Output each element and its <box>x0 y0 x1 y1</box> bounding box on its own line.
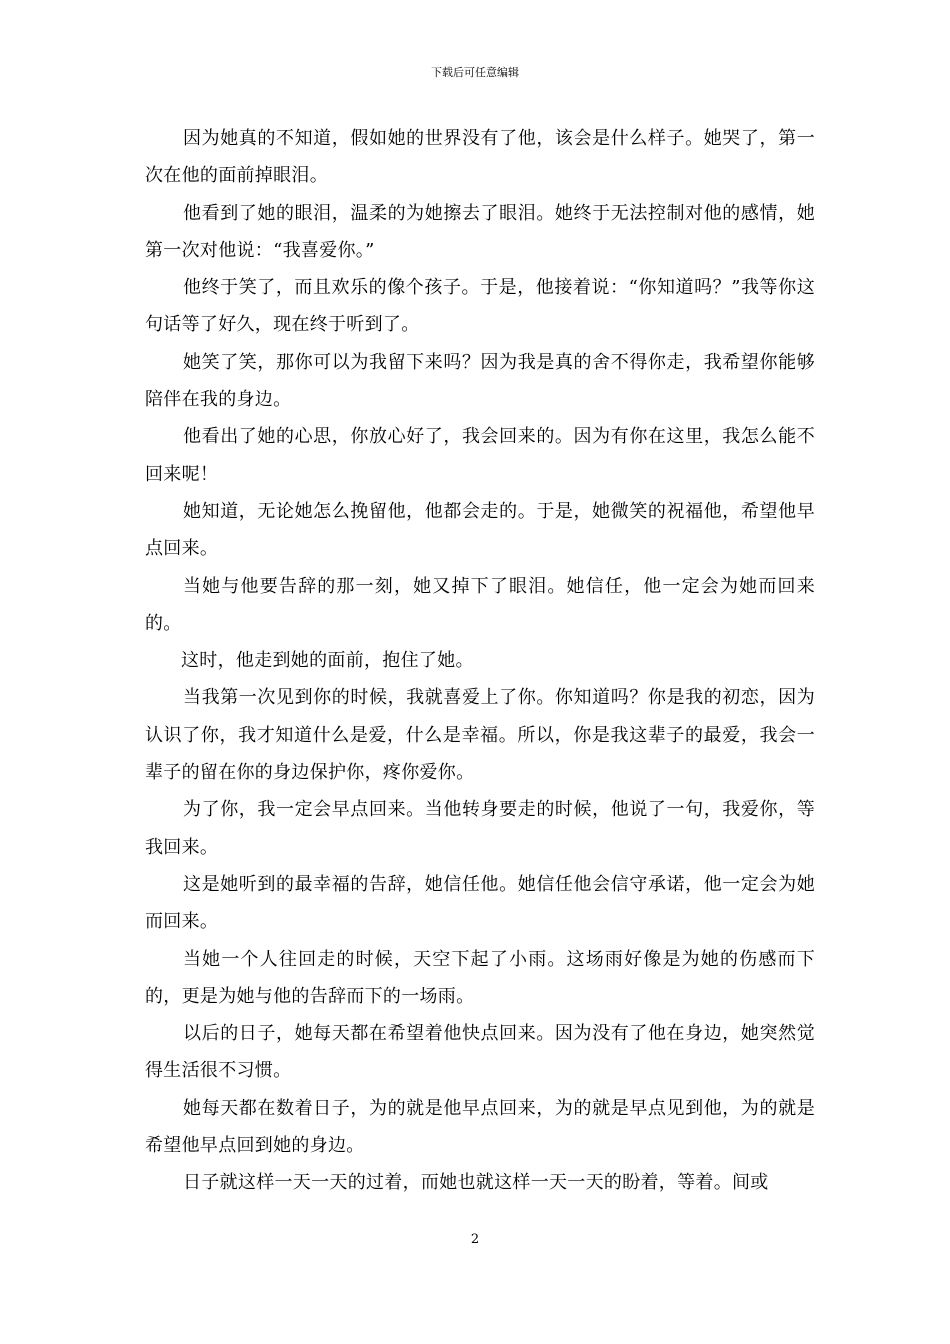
paragraph-3: 他终于笑了，而且欢乐的像个孩子。于是，他接着说：“你知道吗？”我等你这句话等了好久，现在终于听到了。 <box>145 277 815 336</box>
paragraph-13: 以后的日子，她每天都在希望着他快点回来。因为没有了他在身边，她突然觉得生活很不习惯。 <box>145 1023 815 1082</box>
paragraph-8: 这时，他走到她的面前，抱住了她。 <box>181 650 474 672</box>
paragraph-15: 日子就这样一天一天的过着，而她也就这样一天一天的盼着，等着。间或 <box>183 1172 769 1194</box>
document-body <box>145 120 815 1202</box>
paragraph-6: 她知道，无论她怎么挽留他，他都会走的。于是，她微笑的祝福他，希望他早点回来。 <box>145 500 815 560</box>
paragraph-12: 当她一个人往回走的时候，天空下起了小雨。这场雨好像是为她的伤感而下的，更是为她与他的告辞而下的一场雨。 <box>145 948 815 1007</box>
paragraph-10: 为了你，我一定会早点回来。当他转身要走的时候，他说了一句，我爱你，等我回来。 <box>145 799 815 858</box>
page-number: 2 <box>470 1232 480 1247</box>
paragraph-2: 他看到了她的眼泪，温柔的为她擦去了眼泪。她终于无法控制对他的感情，她第一次对他说：“我喜爱你。” <box>145 202 815 261</box>
paragraph-4: 她笑了笑，那你可以为我留下来吗？因为我是真的舍不得你走，我希望你能够陪伴在我的身边。 <box>145 351 815 411</box>
page-header: 下载后可任意编辑 <box>431 66 519 79</box>
paragraph-11: 这是她听到的最幸福的告辞，她信任他。她信任他会信守承诺，他一定会为她而回来。 <box>145 873 815 933</box>
paragraph-14: 她每天都在数着日子，为的就是他早点回来，为的就是早点见到他，为的就是希望他早点回到她的身边。 <box>145 1097 815 1157</box>
paragraph-5: 他看出了她的心思，你放心好了，我会回来的。因为有你在这里，我怎么能不回来呢！ <box>145 426 815 485</box>
paragraph-1: 因为她真的不知道，假如她的世界没有了他，该会是什么样子。她哭了，第一次在他的面前掉眼泪。 <box>145 128 815 187</box>
paragraph-7: 当她与他要告辞的那一刻，她又掉下了眼泪。她信任，他一定会为她而回来的。 <box>145 575 815 634</box>
paragraph-9: 当我第一次见到你的时候，我就喜爱上了你。你知道吗？你是我的初恋，因为认识了你，我才知道什么是爱，什么是幸福。所以，你是我这辈子的最爱，我会一辈子的留在你的身边保护你，疼你爱你。 <box>145 687 815 784</box>
